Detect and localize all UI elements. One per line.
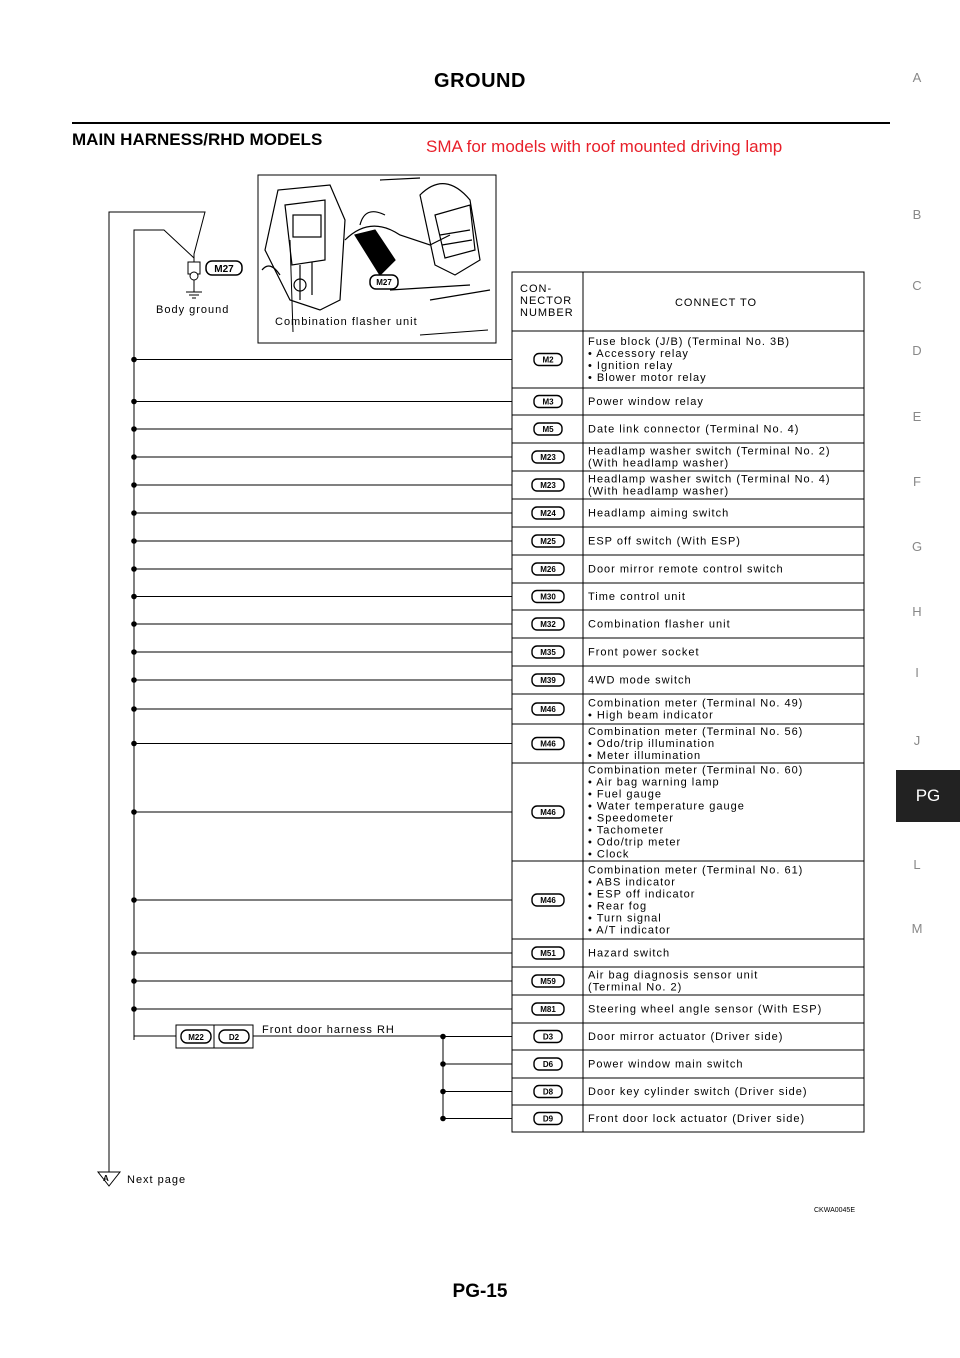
connector-number: M30 bbox=[540, 592, 556, 602]
splice-dot bbox=[131, 357, 137, 363]
connect-to-line: • Water temperature gauge bbox=[588, 800, 745, 813]
connector-number: M59 bbox=[540, 977, 556, 986]
wire-group bbox=[131, 357, 512, 1122]
connect-to-line: ESP off switch (With ESP) bbox=[588, 535, 741, 548]
connect-to-line: • Blower motor relay bbox=[588, 372, 707, 384]
table-row bbox=[532, 535, 741, 548]
connect-to-line: Headlamp washer switch (Terminal No. 2) bbox=[588, 445, 831, 458]
header-connect-to: CONNECT TO bbox=[674, 297, 758, 309]
connect-to-line: Power window relay bbox=[588, 396, 704, 408]
door-harness-connector-b: D2 bbox=[228, 1033, 240, 1042]
splice-dot bbox=[131, 950, 137, 956]
splice-dot bbox=[131, 621, 137, 627]
connector-number: M23 bbox=[540, 481, 556, 490]
connect-to-line: • Ignition relay bbox=[588, 360, 674, 372]
table-row bbox=[534, 423, 799, 436]
table-row bbox=[532, 591, 686, 604]
table-row bbox=[532, 726, 803, 762]
connect-to-line: Time control unit bbox=[588, 591, 686, 603]
page-number: PG-15 bbox=[452, 1281, 508, 1302]
connect-to-line: Door key cylinder switch (Driver side) bbox=[588, 1086, 808, 1098]
connect-to-line: Fuse block (J/B) (Terminal No. 3B) bbox=[588, 336, 791, 348]
table-row bbox=[534, 396, 704, 409]
table-row bbox=[532, 507, 729, 520]
next-page-letter: A bbox=[103, 1174, 109, 1183]
connect-to-line: • Air bag warning lamp bbox=[588, 776, 720, 789]
side-index-g[interactable]: G bbox=[911, 539, 923, 554]
connect-to-line: • A/T indicator bbox=[588, 924, 671, 937]
connect-to-line: Date link connector (Terminal No. 4) bbox=[588, 423, 800, 436]
connect-to-line: • Odo/trip meter bbox=[588, 836, 682, 849]
splice-dot bbox=[131, 1006, 137, 1012]
splice-dot bbox=[131, 741, 137, 747]
table-row bbox=[534, 1058, 743, 1071]
connector-number: M46 bbox=[540, 896, 556, 905]
splice-dot bbox=[131, 454, 137, 460]
connector-number: M32 bbox=[540, 620, 556, 629]
connect-to-line: • Fuel gauge bbox=[588, 788, 662, 801]
table-row bbox=[532, 618, 731, 631]
connect-to-line: • ABS indicator bbox=[588, 876, 676, 889]
section-title: MAIN HARNESS/RHD MODELS bbox=[72, 130, 323, 149]
table-row bbox=[532, 674, 692, 687]
connect-to-line: • High beam indicator bbox=[588, 709, 714, 722]
side-index-b[interactable]: B bbox=[912, 207, 922, 222]
flasher-caption: Combination flasher unit bbox=[275, 316, 418, 328]
connect-to-line: • Odo/trip illumination bbox=[588, 738, 716, 750]
connect-to-line: (With headlamp washer) bbox=[588, 485, 730, 498]
connector-number: M81 bbox=[540, 1005, 556, 1014]
connect-to-line: • ESP off indicator bbox=[588, 888, 696, 901]
splice-dot bbox=[131, 897, 137, 903]
connector-number: M3 bbox=[542, 397, 554, 407]
ground-connector-label: M27 bbox=[214, 264, 234, 275]
connector-number: M26 bbox=[540, 565, 556, 574]
flasher-connector-label: M27 bbox=[376, 278, 392, 287]
table-row bbox=[532, 765, 803, 861]
door-harness-connector bbox=[176, 1025, 253, 1048]
side-index-m[interactable]: M bbox=[911, 921, 923, 936]
connect-to-line: (Terminal No. 2) bbox=[588, 981, 683, 994]
side-index-i[interactable]: I bbox=[915, 665, 919, 680]
section-tab-pg[interactable]: PG bbox=[896, 770, 960, 822]
table-row bbox=[532, 970, 758, 994]
side-index-j[interactable]: J bbox=[913, 733, 921, 748]
connector-number: M39 bbox=[540, 676, 556, 685]
connect-to-line: Combination meter (Terminal No. 49) bbox=[588, 697, 804, 710]
connect-to-line: Headlamp aiming switch bbox=[588, 507, 730, 520]
table-row bbox=[532, 865, 803, 937]
side-index-l[interactable]: L bbox=[913, 857, 921, 872]
splice-dot bbox=[131, 482, 137, 488]
connector-number: M25 bbox=[540, 537, 556, 546]
connect-to-line: Front door lock actuator (Driver side) bbox=[588, 1113, 806, 1125]
body-ground-caption: Body ground bbox=[156, 304, 230, 316]
table-row bbox=[534, 336, 790, 384]
connect-to-line: Hazard switch bbox=[588, 947, 671, 960]
connector-number: M46 bbox=[540, 739, 556, 749]
connector-number: D9 bbox=[542, 1114, 554, 1124]
connector-number: M23 bbox=[540, 453, 556, 462]
side-index-a[interactable]: A bbox=[912, 70, 922, 85]
splice-dot bbox=[131, 510, 137, 516]
table-row bbox=[534, 1031, 783, 1044]
connector-number: M24 bbox=[540, 509, 556, 518]
splice-dot bbox=[131, 538, 137, 544]
table-row bbox=[532, 446, 831, 470]
connect-to-line: 4WD mode switch bbox=[588, 674, 692, 687]
connector-number: M46 bbox=[540, 705, 556, 714]
page-title: GROUND bbox=[434, 70, 526, 92]
table-row bbox=[532, 698, 803, 722]
table-row bbox=[534, 1113, 805, 1126]
splice-dot bbox=[131, 677, 137, 683]
connect-to-line: • Clock bbox=[588, 848, 630, 861]
connect-to-line: • Speedometer bbox=[588, 812, 674, 825]
ground-bus bbox=[134, 230, 194, 1040]
door-harness-feed bbox=[134, 1020, 176, 1036]
side-index-h[interactable]: H bbox=[912, 604, 922, 619]
connect-to-line: Door mirror actuator (Driver side) bbox=[588, 1031, 784, 1043]
connect-to-line: • Turn signal bbox=[588, 912, 662, 925]
side-index-f[interactable]: F bbox=[913, 474, 921, 489]
side-index-e[interactable]: E bbox=[912, 409, 922, 424]
splice-dot bbox=[131, 809, 137, 815]
connect-to-line: Front power socket bbox=[588, 646, 700, 659]
connector-table bbox=[512, 272, 864, 1132]
next-page-label: Next page bbox=[127, 1174, 187, 1186]
side-index-c[interactable]: C bbox=[912, 278, 922, 293]
connector-number: D8 bbox=[542, 1087, 554, 1097]
header-connector-line1: CON- bbox=[520, 283, 553, 295]
applicability-note: SMA for models with roof mounted driving lamp bbox=[426, 137, 783, 156]
connect-to-line: Door mirror remote control switch bbox=[588, 563, 784, 576]
flasher-connector-badge bbox=[370, 275, 398, 289]
connector-number: M51 bbox=[540, 949, 556, 958]
connector-number: M46 bbox=[540, 808, 556, 817]
body-ground bbox=[186, 261, 242, 298]
connector-number: D6 bbox=[542, 1060, 554, 1069]
connect-to-line: • Rear fog bbox=[588, 900, 648, 913]
connect-to-line: Combination meter (Terminal No. 60) bbox=[588, 764, 804, 777]
header-connector-line3: NUMBER bbox=[520, 307, 574, 319]
splice-dot bbox=[131, 426, 137, 432]
splice-dot bbox=[131, 594, 137, 600]
connect-to-line: • Tachometer bbox=[588, 824, 665, 837]
connect-to-line: Combination meter (Terminal No. 61) bbox=[588, 864, 804, 877]
table-row bbox=[532, 646, 700, 659]
splice-dot bbox=[131, 399, 137, 405]
connect-to-line: • Meter illumination bbox=[588, 750, 702, 762]
table-row bbox=[532, 1003, 822, 1016]
door-harness-label: Front door harness RH bbox=[262, 1024, 395, 1036]
flasher-unit-sketch bbox=[262, 178, 490, 310]
table-row bbox=[532, 563, 784, 576]
table-row bbox=[532, 947, 670, 960]
connect-to-line: Combination meter (Terminal No. 56) bbox=[588, 726, 804, 738]
connect-to-line: Steering wheel angle sensor (With ESP) bbox=[588, 1003, 823, 1016]
connect-to-line: Combination flasher unit bbox=[588, 618, 731, 631]
header-connector-line2: NECTOR bbox=[520, 295, 573, 307]
splice-dot bbox=[131, 978, 137, 984]
connector-number: M5 bbox=[542, 425, 554, 434]
next-page-marker bbox=[98, 1172, 120, 1186]
connect-to-line: • Accessory relay bbox=[588, 348, 689, 360]
splice-dot bbox=[131, 566, 137, 572]
connect-to-line: Power window main switch bbox=[588, 1058, 744, 1071]
connector-number: D3 bbox=[542, 1032, 554, 1042]
splice-dot bbox=[131, 706, 137, 712]
side-index-d[interactable]: D bbox=[912, 343, 922, 358]
table-row bbox=[532, 474, 831, 498]
connect-to-line: Air bag diagnosis sensor unit bbox=[588, 969, 759, 982]
connect-to-line: (With headlamp washer) bbox=[588, 457, 730, 470]
figure-code: CKWA0045E bbox=[814, 1207, 855, 1214]
table-row bbox=[534, 1086, 808, 1099]
splice-dot bbox=[131, 649, 137, 655]
connector-number: M2 bbox=[542, 355, 554, 365]
door-harness-connector-a: M22 bbox=[188, 1033, 204, 1042]
connector-number: M35 bbox=[540, 648, 556, 657]
connect-to-line: Headlamp washer switch (Terminal No. 4) bbox=[588, 473, 831, 486]
